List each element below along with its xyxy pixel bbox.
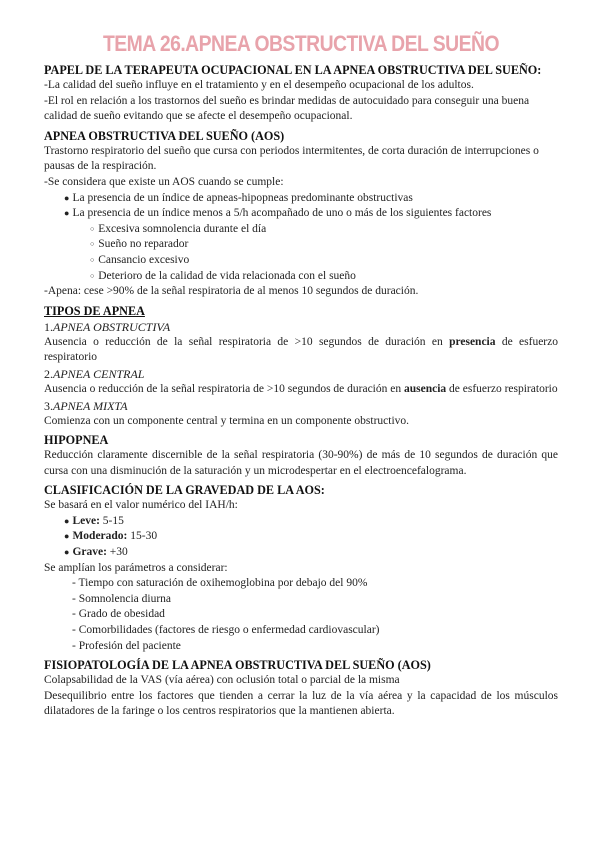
section-heading-severity: CLASIFICACIÓN DE LA GRAVEDAD DE LA AOS:	[44, 483, 325, 498]
paragraph: Ausencia o reducción de la señal respiratoria de >10 segundos de duración en presencia de esfuerzo respiratorio	[44, 335, 558, 364]
section-heading-to-role: PAPEL DE LA TERAPEUTA OCUPACIONAL EN LA APNEA OBSTRUCTIVA DEL SUEÑO:	[44, 63, 542, 77]
circle-bullet-icon: ○	[90, 224, 95, 233]
list-item: ● Leve: 5-15	[64, 514, 124, 527]
list-item: ● La presencia de un índice de apneas-hipopneas predominante obstructivas	[64, 191, 413, 204]
document-page	[44, 30, 558, 720]
section-heading-types: TIPOS DE APNEA	[44, 303, 145, 318]
list-item: ● Grave: +30	[64, 546, 128, 559]
paragraph: Trastorno respiratorio del sueño que cursa con periodos intermitentes, de corta duración de interrupciones o pausas de la respiración.	[44, 144, 539, 173]
subheading-mixed: 3.APNEA MIXTA	[44, 398, 128, 413]
list-item: ○ Excesiva somnolencia durante el día	[90, 222, 267, 235]
list-item: - Somnolencia diurna	[72, 592, 172, 605]
section-heading-hypopnea: HIPOPNEA	[44, 433, 109, 448]
paragraph: Comienza con un componente central y termina en un componente obstructivo.	[44, 414, 410, 427]
paragraph: Se amplían los parámetros a considerar:	[44, 561, 228, 574]
list-item: - Comorbilidades (factores de riesgo o enfermedad cardiovascular)	[72, 624, 380, 637]
list-item: - Profesión del paciente	[72, 639, 181, 652]
list-item: - Grado de obesidad	[72, 608, 165, 621]
paragraph: Reducción claramente discernible de la señal respiratoria (30-90%) de más de 10 segundos de duración que cursa con una disminución de la saturación y un microdespertar en el electroencefalograma.	[44, 449, 558, 477]
paragraph: -Apena: cese >90% de la señal respiratoria de al menos 10 segundos de duración.	[44, 285, 419, 298]
paragraph: Se basará en el valor numérico del IAH/h:	[44, 499, 238, 512]
circle-bullet-icon: ○	[90, 271, 95, 280]
paragraph: -Se considera que existe un AOS cuando se cumple:	[44, 175, 284, 188]
paragraph: -La calidad del sueño influye en el tratamiento y en el desempeño ocupacional de los adultos.	[44, 79, 474, 91]
subheading-central: 2.APNEA CENTRAL	[44, 366, 145, 381]
list-item: ○ Sueño no reparador	[90, 238, 189, 251]
section-heading-aos: APNEA OBSTRUCTIVA DEL SUEÑO (AOS)	[44, 128, 285, 143]
factors-list	[44, 222, 558, 284]
circle-bullet-icon: ○	[90, 255, 95, 264]
list-item: ○ Deterioro de la calidad de vida relacionada con el sueño	[90, 269, 356, 282]
bullet-icon: ●	[64, 192, 70, 203]
page-title: TEMA 26.APNEA OBSTRUCTIVA DEL SUEÑO	[102, 31, 500, 56]
section-heading-physiopathology: FISIOPATOLOGÍA DE LA APNEA OBSTRUCTIVA DEL SUEÑO (AOS)	[44, 658, 431, 673]
severity-list	[44, 514, 558, 561]
bullet-icon: ●	[64, 515, 70, 526]
paragraph: Desequilibrio entre los factores que tienden a cerrar la luz de la vía aérea y la capacidad de los músculos dilatadores de la faringe o los centros respiratorios que la mantienen abierta.	[44, 689, 558, 718]
paragraph: Ausencia o reducción de la señal respiratoria de >10 segundos de duración en ausencia de esfuerzo respiratorio	[44, 382, 558, 395]
paragraph: -El rol en relación a los trastornos del sueño es brindar medidas de autocuidado para conseguir una buena calidad de sueño evitando que se afecte el desempeño ocupacional.	[44, 94, 530, 123]
bullet-icon: ●	[64, 208, 70, 219]
list-item: ● Moderado: 15-30	[64, 530, 158, 543]
list-item: ○ Cansancio excesivo	[90, 253, 190, 266]
parameters-list	[44, 576, 558, 654]
list-item: - Tiempo con saturación de oxihemoglobina por debajo del 90%	[72, 577, 368, 590]
circle-bullet-icon: ○	[90, 240, 95, 249]
criteria-list	[44, 191, 558, 222]
subheading-obstructive: 1.APNEA OBSTRUCTIVA	[44, 319, 171, 334]
list-item: ● La presencia de un índice menos a 5/h acompañado de uno o más de los siguientes factores	[64, 207, 492, 220]
bullet-icon: ●	[64, 547, 70, 558]
bullet-icon: ●	[64, 531, 70, 542]
paragraph: Colapsabilidad de la VAS (vía aérea) con oclusión total o parcial de la misma	[44, 674, 400, 687]
